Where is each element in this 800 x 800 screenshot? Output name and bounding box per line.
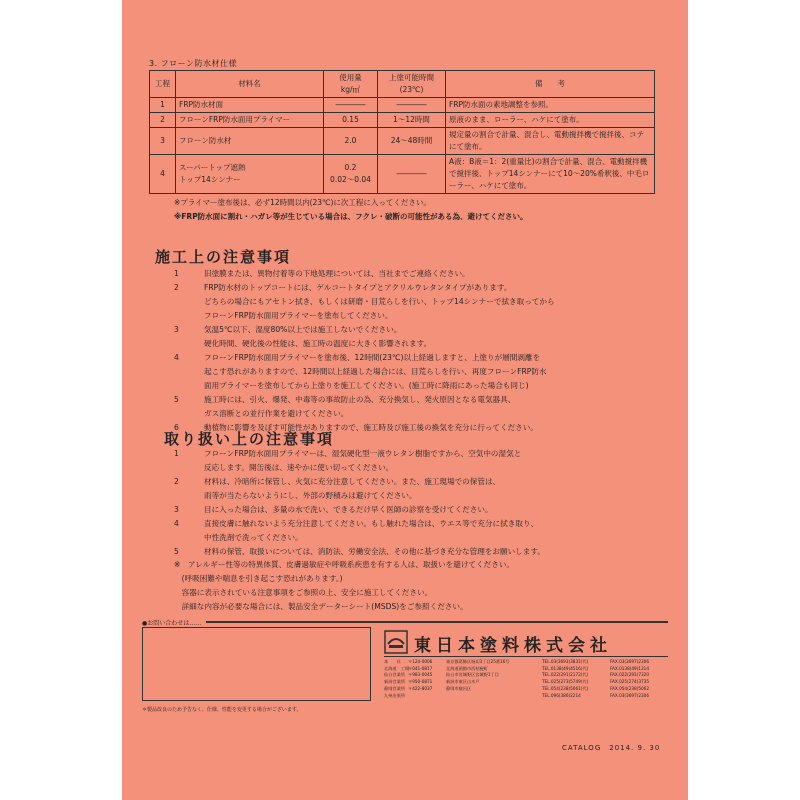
item-number: 5 [174, 395, 179, 404]
branch-address: 新潟市東区山木戸 [446, 679, 480, 685]
inquiry-box [142, 627, 371, 701]
header-remarks: 備 考 [446, 71, 655, 98]
list-item [174, 475, 664, 503]
item-text: 動植物に影響を及ぼす可能性がありますので、施工時及び施工後の換気を充分に行ってください。 [204, 423, 538, 432]
cell: 2 [150, 113, 176, 128]
cell: 0.15 [324, 113, 378, 128]
list-item [174, 393, 664, 421]
divider [384, 656, 668, 657]
branch-tel: TEL.054(238)5061(代) [542, 685, 589, 691]
list-item [174, 267, 664, 281]
branch-fax: FAX.03(3697)2306 [610, 659, 649, 664]
cell: 原液のまま、ローラー、ハケにて塗布。 [446, 113, 655, 128]
branch-tel: TEL.0138(49)4516(代) [542, 665, 589, 671]
list-item [384, 659, 674, 666]
list-item [174, 517, 664, 545]
inquiry-label: ●お問い合わせは…… [142, 620, 202, 627]
branch-address: 北海道函館市西桔梗町 [446, 665, 488, 671]
branch-tel: TEL.022(291)2172(代) [542, 672, 589, 678]
item-number: 2 [174, 283, 179, 292]
section-title: 3. フローン防水材仕様 [149, 59, 238, 68]
item-text: 材料の保管、取扱いについては、消防法、労働安全法、その他に基づき充分な管理をお願いします。 [204, 547, 545, 556]
cell: FRP防水面の素地調整を参照。 [446, 98, 655, 113]
branch-zip [408, 693, 446, 700]
catalog-date: CATALOG 2014. 9. 30 [562, 744, 661, 752]
branch-name: 仙台営業所 [384, 672, 405, 678]
item-text: 目に入った場合は、多量の水で洗い、できるだけ早く医師の診察を受けてください。 [204, 505, 493, 514]
cell: 0.2 0.02〜0.04 [324, 155, 378, 194]
cell: 4 [150, 155, 176, 194]
item-number: 3 [174, 505, 179, 514]
construction-precautions-title: 施工上の注意事項 [155, 248, 292, 266]
branch-zip: 〒950-0871 [408, 679, 433, 685]
branch-fax: FAX.03(3697)2306 [610, 692, 649, 698]
company-name: 東日本塗料株式会社 [414, 636, 612, 656]
item-number: 5 [174, 547, 179, 556]
branch-zip: 〒124-0006 [408, 659, 433, 664]
list-item [384, 693, 674, 700]
list-item [174, 503, 664, 517]
item-number: 1 [174, 449, 179, 458]
branch-address: 東京都葛飾区堀切3丁目25番16号 [446, 659, 510, 664]
list-item [384, 672, 674, 679]
item-text: 気温5℃以下、湿度80%以上では施工しないでください。 硬化時間、硬化後の性能は、施工時の温度に大きく影響されます。 [204, 325, 432, 348]
spec-table-header [150, 71, 655, 98]
cell: 2.0 [324, 128, 378, 155]
item-number: 4 [174, 353, 179, 362]
item-text: 旧塗膜または、異物付着等の下地処理については、当社までご連絡ください。 [204, 269, 470, 278]
branch-tel: TEL.096(386)2214 [542, 692, 581, 698]
branch-fax: FAX.0138(49)1314 [610, 665, 649, 671]
list-item [174, 281, 664, 323]
branch-zip: 〒041-0817 [408, 665, 433, 671]
item-number: 2 [174, 477, 179, 486]
list-item [174, 545, 664, 559]
branch-fax: FAX.025(274)3735 [610, 679, 649, 685]
divider [206, 621, 668, 623]
branch-name: 新潟営業所 [384, 679, 405, 685]
item-number: 4 [174, 519, 179, 528]
list-item [174, 447, 664, 475]
allergy-notice: ※ アレルギー性等の特異体質、皮膚過敏症や呼吸系疾患を有する人は、取扱いを避けてください。 (呼吸困難や喘息を引き起こす恐れがあります。) 容器に表示されている注意事項をご参照の上、安全に施工してください。 詳細な内容が必要な場合には、製品安全データーシート(MSDS)をご参照ください。 [174, 560, 514, 611]
branch-address: 仙台市宮城野区宮城野1丁目 [446, 672, 499, 678]
header-step: 工程 [150, 71, 176, 98]
item-text: フローンFRP防水面用プライマーを塗布後、12時間(23℃)以上経過しますと、上塗りが層間剥離を 起こす恐れがありますので、12時間以上経過した場合には、目荒らしを行い、再度フローンFRP防水 面用プライマーを塗布してから上塗りを施工してください。(施工時に降雨にあった場合も同じ) [204, 353, 547, 390]
cell: ―――― [378, 98, 446, 113]
cell: 1 [150, 98, 176, 113]
item-text: 直接皮膚に触れないよう充分注意してください。もし触れた場合は、ウエス等で充分に拭き取り、 中性洗剤で洗ってください。 [204, 519, 539, 542]
cell: 規定量の割合で計量、混合し、電動撹拌機で撹拌後、コテにて塗布。 [446, 128, 655, 155]
item-number: 3 [174, 325, 179, 334]
cell: フローン防水材 [176, 128, 324, 155]
item-text: 施工時には、引火、爆発、中毒等の事故防止の為、充分換気し、発火原因となる電気器具、 ガス溶断との並行作業を避けてください。 [204, 395, 516, 418]
table-row [150, 98, 655, 113]
branch-address [446, 693, 542, 700]
cell: 3 [150, 128, 176, 155]
branch-name: 北海道 工場 [384, 665, 410, 671]
header-material: 材料名 [176, 71, 324, 98]
handling-precautions-list [174, 447, 664, 559]
table-row [150, 155, 655, 194]
construction-precautions-list [174, 267, 664, 435]
branch-fax: FAX.022(291)7320 [610, 672, 649, 678]
header-usage: 使用量 kg/㎡ [324, 71, 378, 98]
branch-tel: TEL.03(3693)3831(代) [542, 659, 589, 664]
item-text: フローンFRP防水面用プライマーは、湿気硬化型一液ウレタン樹脂ですから、空気中の湿気と 反応します。開缶後は、速やかに使い切ってください。 [204, 449, 522, 472]
list-item [174, 351, 664, 393]
item-number: 6 [174, 423, 179, 432]
list-item [174, 323, 664, 351]
warning-note: ※FRP防水面に割れ・ハガレ等が生じている場合は、フクレ・破断の可能性がある為、避けてください。 [174, 212, 528, 221]
cell: FRP防水材面 [176, 98, 324, 113]
primer-note: ※プライマー塗布後は、必ず12時間以内(23℃)に次工程に入ってください。 [174, 198, 431, 207]
branch-zip: 〒422-8037 [408, 685, 433, 691]
list-item [384, 686, 674, 693]
branch-name: 本 社 [384, 659, 401, 664]
item-text: 材料は、冷暗所に保管し、火気に充分注意してください。また、施工現場での保管は、 雨等が当たらないようにし、外部の野積みは避けてください。 [204, 477, 501, 500]
cell: スーパートップ遮熱 トップ14シンナー [176, 155, 324, 194]
spec-table [149, 70, 655, 194]
item-number: 1 [174, 269, 179, 278]
catalog-page [122, 0, 688, 800]
table-row [150, 113, 655, 128]
branch-name: 九州出張所 [384, 692, 405, 698]
cell: 24〜48時間 [378, 128, 446, 155]
branch-name: 静岡営業所 [384, 685, 405, 691]
branch-tel: TEL.025(273)5749(代) [542, 679, 589, 685]
branch-zip: 〒983-0045 [408, 672, 433, 678]
branch-list [384, 659, 674, 699]
cell: フローンFRP防水面用プライマー [176, 113, 324, 128]
branch-address: 静岡市駿河区 [446, 685, 472, 691]
cell: 1〜12時間 [378, 113, 446, 128]
branch-fax: FAX.054(238)5062 [610, 685, 649, 691]
list-item [384, 666, 674, 673]
header-recoat-time: 上塗可能時間 (23℃) [378, 71, 446, 98]
handling-precautions-title: 取り扱い上の注意事項 [164, 430, 335, 448]
table-row [150, 128, 655, 155]
cell: A液：B液＝1：2(重量比)の割合で計量、混合、電動撹拌機で撹拌後、トップ14シンナーにて10〜20%希釈後、中毛ローラー、ハケにて塗布。 [446, 155, 655, 194]
cell: ―――― [378, 155, 446, 194]
cell: ―――― [324, 98, 378, 113]
disclaimer: ＊製品改良のため予告なく、仕様、性能を変更する場合がございます。 [142, 707, 302, 713]
company-logo-icon [384, 630, 408, 654]
item-text: FRP防水材のトップコートには、ゲルコートタイプとアクリルウレタンタイプがあります。 どちらの場合にもアセトン拭き、もしくは研磨・目荒らしを行い、トップ14シンナーで拭き取ってから フローンFRP防水面用プライマーを塗布してください。 [204, 283, 555, 320]
list-item [384, 679, 674, 686]
